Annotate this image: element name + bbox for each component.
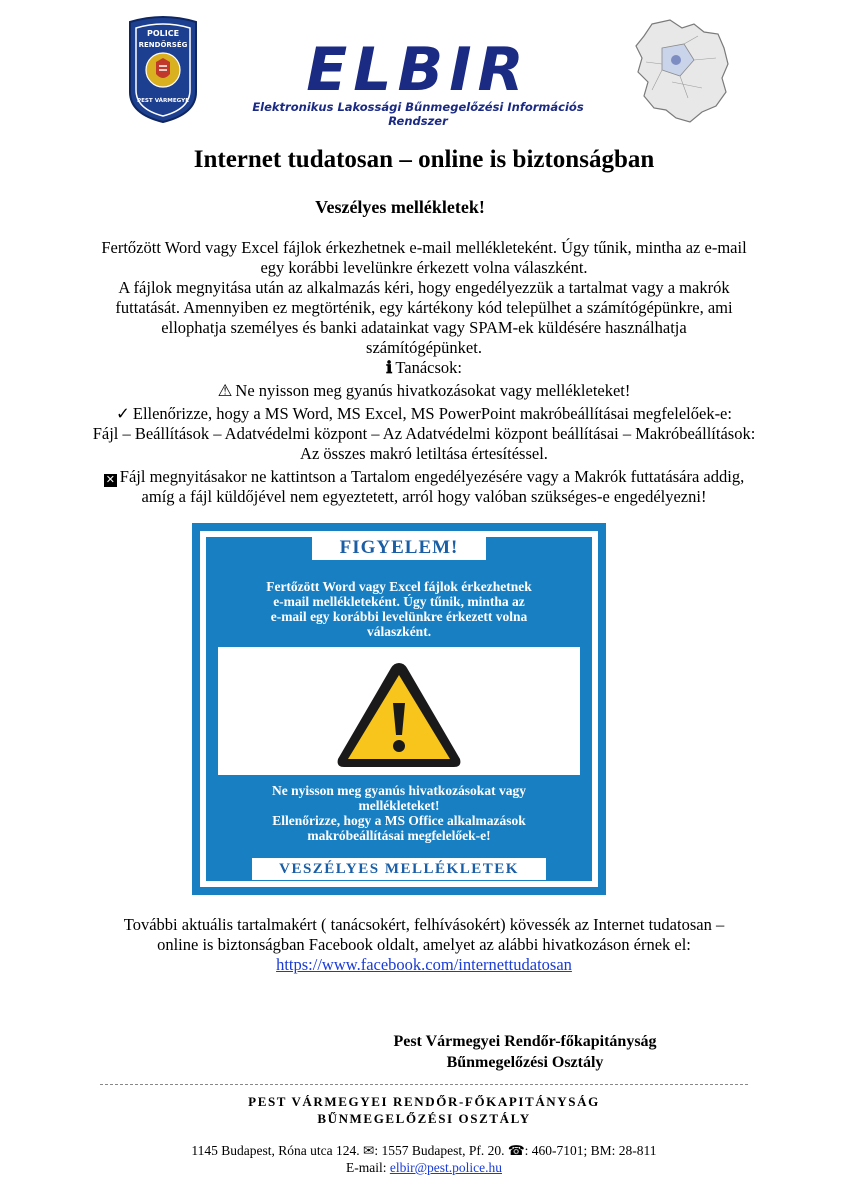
footer-address: 1145 Budapest, Róna utca 124. (191, 1143, 360, 1158)
footer-email-label: E-mail: (345, 1160, 387, 1175)
poster-bottom-line: mellékleteket! (358, 798, 440, 813)
poster-top-text (218, 579, 580, 639)
tip-text: Ne nyisson meg gyanús hivatkozásokat vagy mellékleteket! (235, 381, 631, 400)
poster-top-line: e-mail mellékleteként. Úgy tűnik, mintha az (273, 594, 525, 609)
footer-org: PEST VÁRMEGYEI RENDŐR-FŐKAPITÁNYSÁG (248, 1094, 600, 1109)
follow-text: További aktuális tartalmakért ( tanácsokért, felhívásokért) kövessék az Internet tudatosan – (123, 915, 725, 934)
badge-middle-text: RENDŐRSÉG (138, 41, 188, 49)
tip-item (20, 467, 828, 487)
elbir-logo (222, 35, 614, 128)
tip-text: Ellenőrizze, hogy a MS Word, MS Excel, MS PowerPoint makróbeállításai megfelelőek-e: (132, 404, 732, 423)
warning-poster (192, 523, 606, 895)
footer-email-link[interactable]: elbir@pest.police.hu (389, 1160, 503, 1175)
signature-org: Pest Vármegyei Rendőr-főkapitányság (393, 1033, 657, 1050)
poster-top-line: Fertőzött Word vagy Excel fájlok érkezhetnek (266, 579, 532, 594)
phone-icon: ☎ (507, 1143, 525, 1158)
signature-dept: Bűnmegelőzési Osztály (446, 1054, 604, 1071)
check-icon: ✓ (116, 404, 130, 423)
footer-phone: : 460-7101; BM: 28-811 (524, 1143, 657, 1158)
logo-wordmark: ELBIR (306, 35, 530, 105)
county-map-icon (632, 18, 732, 126)
police-badge-logo (126, 14, 200, 124)
tip-text: Fájl – Beállítások – Adatvédelmi központ – Az Adatvédelmi központ beállításai – Makróbeállítások: (92, 424, 756, 443)
poster-bottom-text (218, 783, 580, 843)
info-icon: ℹ (386, 358, 393, 377)
footer-dept: BŰNMEGELŐZÉSI OSZTÁLY (317, 1111, 531, 1126)
tip-text: amíg a fájl küldőjével nem egyeztetett, arról hogy valóban szükséges-e engedélyezni! (141, 487, 707, 506)
follow-text: online is biztonságban Facebook oldalt, amelyet az alábbi hivatkozáson érnek el: (157, 935, 691, 954)
body-line: futtatását. Amennyiben ez megtörténik, egy kártékony kód települhet a számítógépünkre, ami (115, 298, 733, 317)
body-line: ellophatja személyes és banki adatainkat vagy SPAM-ek küldésére használhatja (161, 318, 687, 337)
poster-bottom-line: Ne nyisson meg gyanús hivatkozásokat vagy (272, 783, 526, 798)
envelope-icon: ✉ (363, 1143, 375, 1158)
footer-mail: : 1557 Budapest, Pf. 20. (374, 1143, 505, 1158)
poster-bottom-line: Ellenőrizze, hogy a MS Office alkalmazások (272, 813, 526, 828)
body-line: egy korábbi levelünkre érkezett volna válaszként. (260, 258, 588, 277)
badge-top-text: POLICE (146, 29, 180, 38)
page-subtitle: Veszélyes mellékletek! (315, 197, 485, 217)
tip-item (20, 404, 828, 424)
footer-email-row (0, 1159, 848, 1176)
tips-heading (20, 358, 828, 378)
body-line: számítógépünket. (366, 338, 482, 357)
body-line: A fájlok megnyitása után az alkalmazás kéri, hogy engedélyezzük a tartalmat vagy a makrók (118, 278, 730, 297)
badge-bottom-text: PEST VÁRMEGYE (136, 98, 190, 104)
page-title: Internet tudatosan – online is biztonságban (193, 146, 655, 173)
facebook-link-row (0, 955, 848, 975)
poster-top-line: válaszként. (366, 624, 432, 639)
poster-footer: VESZÉLYES MELLÉKLETEK (252, 858, 546, 880)
warning-icon: ⚠ (217, 381, 233, 400)
facebook-link[interactable]: https://www.facebook.com/internettudatosan (276, 955, 572, 974)
tips-label: Tanácsok: (395, 358, 462, 377)
tip-text: Fájl megnyitásakor ne kattintson a Tartalom engedélyezésére vagy a Makrók futtatására addig, (119, 467, 745, 486)
poster-heading: FIGYELEM! (312, 536, 486, 560)
body-line: Fertőzött Word vagy Excel fájlok érkezhetnek e-mail mellékleteként. Úgy tűnik, mintha az e-mail (101, 238, 747, 257)
cross-box-icon: ✕ (105, 474, 115, 486)
poster-top-line: e-mail egy korábbi levelünkre érkezett volna (270, 609, 528, 624)
tip-text: Az összes makró letiltása értesítéssel. (300, 444, 548, 463)
warning-triangle-icon (334, 659, 464, 771)
tip-item (20, 381, 828, 401)
poster-bottom-line: makróbeállításai megfelelőek-e! (307, 828, 491, 843)
footer-divider (100, 1084, 748, 1085)
logo-subtitle: Elektronikus Lakossági Bűnmegelőzési Információs Rendszer (252, 100, 584, 128)
footer-address-row (0, 1142, 848, 1159)
